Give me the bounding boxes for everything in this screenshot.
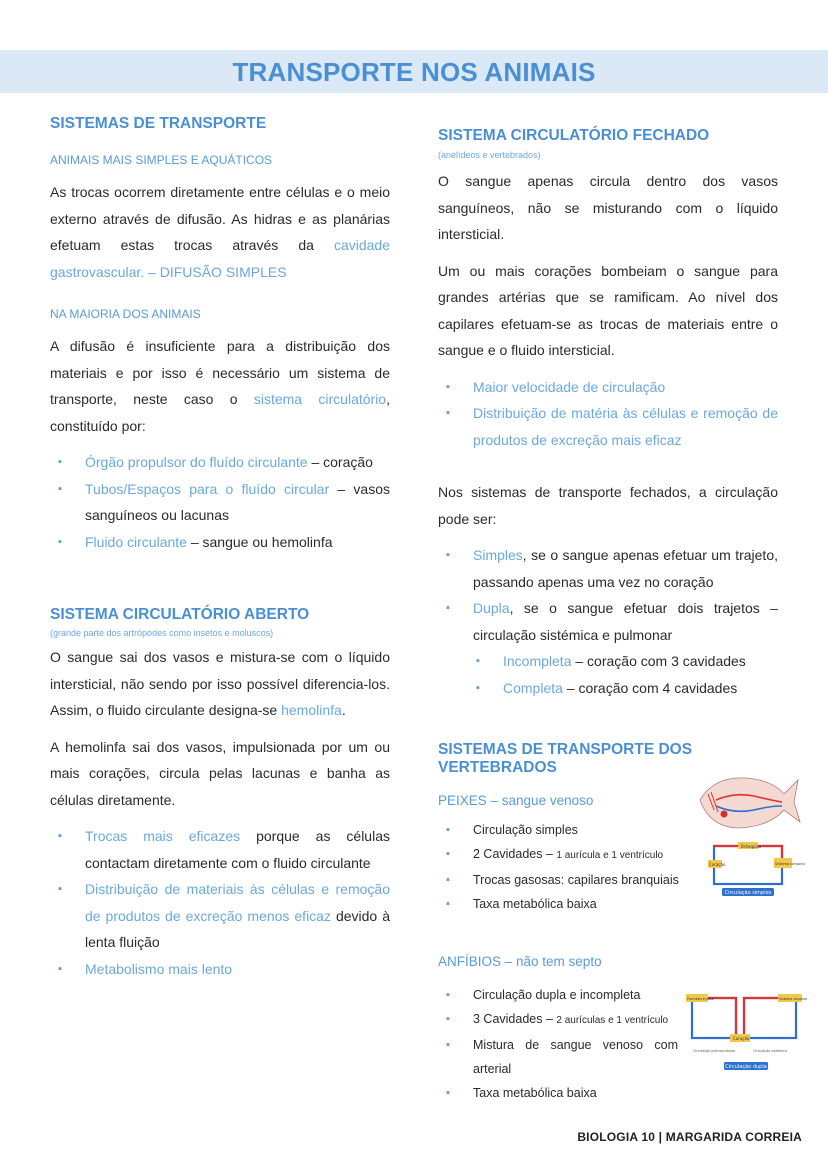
subheading-fish: PEIXES – sangue venoso — [438, 793, 594, 808]
highlight-text: cavidade gastrovascular. – DIFUSÃO SIMPLES — [50, 237, 390, 280]
subheading-most-animals: NA MAIORIA DOS ANIMAIS — [50, 307, 201, 321]
list-item — [50, 823, 390, 876]
highlight-text: Trocas mais eficazes — [85, 828, 241, 844]
paragraph-circulatory-system — [50, 333, 390, 439]
text-span: . — [341, 702, 346, 718]
highlight-text: Tubos/Espaços para o fluído circular — [85, 480, 330, 497]
highlight-text: Dupla — [473, 600, 510, 616]
text-span: As trocas ocorrem diretamente entre células e o meio externo através de difusão. As hidras e as planárias efetuam estas trocas através da — [50, 184, 390, 253]
components-list — [50, 449, 390, 555]
list-item — [438, 400, 778, 453]
list-item — [438, 542, 778, 595]
fish-circulation-figure — [694, 770, 805, 898]
fig-label: Sistema corporal — [775, 862, 805, 866]
section-heading-open-system: SISTEMA CIRCULATÓRIO ABERTO — [50, 606, 310, 623]
left-column — [50, 115, 390, 982]
list-item: ▪ Circulação dupla e incompleta — [438, 983, 678, 1007]
text-span: , se o sangue efetuar dois trajetos – circulação sistémica e pulmonar — [473, 600, 778, 643]
text-span: – coração — [307, 454, 373, 470]
amphibian-list — [438, 983, 678, 1105]
highlight-text: Metabolismo mais lento — [85, 960, 233, 977]
highlight-text: sistema circulatório — [253, 391, 387, 407]
text-span: porque as células contactam diretamente com o fluido circulante — [85, 828, 390, 871]
paragraph-hemolymph: A hemolinfa sai dos vasos, impulsionada por um ou mais corações, circula pelas lacunas e banha as células diretamente. — [50, 738, 390, 808]
fish-illustration — [700, 778, 800, 828]
text-span: – coração com 3 cavidades — [571, 653, 746, 669]
highlight-text: Completa — [503, 679, 563, 696]
right-column — [438, 127, 778, 1105]
simple-circulation-loop — [708, 842, 805, 896]
open-system-list — [50, 823, 390, 982]
paragraph-diffusion — [50, 179, 390, 285]
double-circulation-subtypes — [438, 648, 778, 701]
highlight-text: Distribuição de materiais às células e remoção de produtos de excreção menos eficaz — [85, 881, 390, 924]
fig-label: Circulação sistémica — [753, 1049, 787, 1053]
text-span: devido à lenta fluição — [85, 907, 390, 950]
list-item — [50, 449, 390, 476]
highlight-text: Incompleta — [503, 653, 572, 669]
text-span: 2 Cavidades – — [473, 847, 557, 861]
fig-label: Brânquias — [741, 844, 762, 849]
highlight-text: Distribuição de matéria às células e remoção de produtos de excreção mais eficaz — [473, 405, 778, 448]
paragraph-open-system — [50, 644, 390, 724]
section-note: (anelídeos e vertebrados) — [438, 150, 541, 160]
amphibian-circulation-figure — [684, 990, 807, 1072]
text-span: 3 Cavidades – — [473, 1012, 557, 1026]
list-item — [438, 1007, 678, 1033]
subheading-amphibians: ANFÍBIOS – não tem septo — [438, 954, 602, 969]
page-footer: BIOLOGIA 10 | MARGARIDA CORREIA — [577, 1130, 802, 1144]
fig-caption: Circulação dupla — [725, 1064, 767, 1070]
list-item — [438, 842, 683, 868]
section-note: (grande parte dos artrópodes como insetos e moluscos) — [50, 628, 274, 638]
list-item — [50, 476, 390, 529]
list-item — [438, 595, 778, 648]
text-span: , constituído por: — [50, 391, 390, 434]
fig-label: Sistema corporal — [779, 997, 807, 1001]
text-span: – coração com 4 cavidades — [562, 679, 738, 696]
fig-label: Pulmões e pele — [687, 997, 714, 1001]
list-item: ▪ Taxa metabólica baixa — [438, 1081, 678, 1105]
text-span: A difusão é insuficiente para a distribuição dos materiais e por isso é necessário um sistema de transporte, neste caso o — [50, 338, 390, 407]
subheading-simple-animals: ANIMAIS MAIS SIMPLES E AQUÁTICOS — [50, 153, 273, 167]
fish-list — [438, 818, 683, 916]
paragraph-circulation-types: Nos sistemas de transporte fechados, a circulação pode ser: — [438, 484, 778, 527]
small-text: 2 aurículas e 1 ventrículo — [556, 1015, 669, 1026]
text-span: – sangue ou hemolinfa — [186, 533, 333, 550]
list-item — [438, 675, 778, 702]
list-item: ▪ Circulação simples — [438, 818, 683, 842]
fig-label: Coração — [709, 862, 726, 867]
list-item — [438, 648, 778, 675]
amphibian-diagram — [684, 990, 807, 1072]
highlight-text: Maior velocidade de circulação — [473, 378, 666, 395]
section-heading-transport-systems: SISTEMAS DE TRANSPORTE — [50, 115, 267, 132]
section-heading-vertebrates: SISTEMAS DE TRANSPORTE DOS VERTEBRADOS — [438, 741, 693, 776]
list-item: ▪ Trocas gasosas: capilares branquiais — [438, 868, 683, 892]
highlight-text: Órgão propulsor do fluído circulante — [85, 454, 308, 470]
text-span: O sangue sai dos vasos e mistura-se com o líquido intersticial, não sendo por isso possível diferencia-los. Assim, o fluido circulante designa-se — [50, 649, 390, 718]
small-text: 1 aurícula e 1 ventrículo — [556, 850, 664, 861]
list-item — [50, 529, 390, 556]
paragraph-closed-1: O sangue apenas circula dentro dos vasos sanguíneos, não se misturando com o líquido intersticial. — [438, 173, 778, 242]
text-span: , se o sangue apenas efetuar um trajeto, passando apenas uma vez no coração — [473, 547, 778, 590]
list-item: ▪ Mistura de sangue venoso com arterial — [438, 1033, 678, 1081]
paragraph-closed-2: Um ou mais corações bombeiam o sangue para grandes artérias que se ramificam. Ao nível dos capilares efetuam-se as trocas de materiais entre o sangue e o fluido intersticial. — [438, 262, 778, 358]
list-item — [50, 956, 390, 983]
list-item — [50, 876, 390, 956]
circulation-types-list — [438, 542, 778, 648]
section-heading-closed-system: SISTEMA CIRCULATÓRIO FECHADO — [438, 127, 710, 144]
list-item — [438, 374, 778, 401]
closed-advantages-list — [438, 374, 778, 454]
fig-label: Coração — [733, 1036, 750, 1041]
text-span: – vasos sanguíneos ou lacunas — [85, 480, 390, 523]
fig-caption: Circulação simples — [724, 890, 772, 896]
fig-label: Circulação pulmocutânea — [693, 1049, 735, 1053]
highlight-text: Fluido circulante — [85, 533, 187, 550]
list-item: ▪ Taxa metabólica baixa — [438, 892, 683, 916]
page-title: TRANSPORTE NOS ANIMAIS — [232, 57, 596, 87]
highlight-text: Simples — [473, 547, 523, 563]
fish-diagram — [694, 770, 805, 898]
highlight-text: hemolinfa — [281, 702, 342, 718]
